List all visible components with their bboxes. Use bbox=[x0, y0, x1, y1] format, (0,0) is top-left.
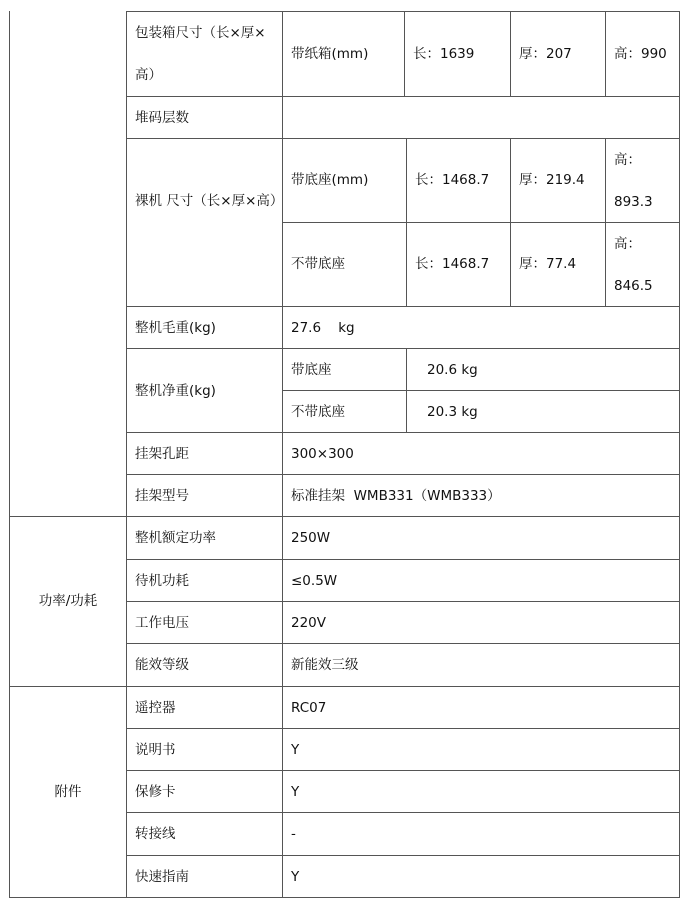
warranty-card-label: 保修卡 bbox=[135, 784, 176, 800]
packaging-length: 长：1639 bbox=[413, 46, 475, 62]
mount-model-value: 标准挂架 WMB331（WMB333） bbox=[291, 488, 501, 504]
voltage-value: 220V bbox=[291, 615, 327, 631]
table-border-right bbox=[679, 11, 680, 898]
bare-without-base-height: 高：846.5 bbox=[614, 236, 653, 294]
adapter-cable-value: - bbox=[291, 826, 296, 842]
net-with-base-value: 20.6 kg bbox=[427, 362, 478, 378]
standby-power-value: ≤0.5W bbox=[291, 573, 338, 589]
rated-power-value: 250W bbox=[291, 530, 331, 546]
net-without-base-value: 20.3 kg bbox=[427, 404, 478, 420]
hole-spacing-label: 挂架孔距 bbox=[135, 446, 189, 462]
mount-model-label: 挂架型号 bbox=[135, 488, 189, 504]
accessory-category: 附件 bbox=[54, 784, 82, 800]
energy-grade-label: 能效等级 bbox=[135, 657, 189, 673]
net-without-base-label: 不带底座 bbox=[291, 404, 345, 420]
bare-without-base-type: 不带底座 bbox=[291, 256, 345, 272]
bare-with-base-thickness: 厚：219.4 bbox=[519, 172, 585, 188]
power-category: 功率/功耗 bbox=[38, 593, 98, 609]
remote-label: 遥控器 bbox=[135, 700, 176, 716]
warranty-card-value: Y bbox=[291, 784, 300, 800]
quick-guide-value: Y bbox=[291, 869, 300, 885]
gross-weight-label: 整机毛重(kg) bbox=[135, 320, 216, 336]
manual-label: 说明书 bbox=[135, 742, 176, 758]
bare-with-base-height: 高：893.3 bbox=[614, 152, 653, 210]
net-weight-label: 整机净重(kg) bbox=[135, 383, 216, 399]
remote-value: RC07 bbox=[291, 700, 327, 716]
bare-without-base-length: 长：1468.7 bbox=[415, 256, 490, 272]
packaging-type: 带纸箱(mm) bbox=[291, 46, 369, 62]
hole-spacing-value: 300×300 bbox=[291, 446, 354, 462]
net-with-base-label: 带底座 bbox=[291, 362, 332, 378]
rated-power-label: 整机额定功率 bbox=[135, 530, 216, 546]
standby-power-label: 待机功耗 bbox=[135, 573, 189, 589]
energy-grade-value: 新能效三级 bbox=[291, 657, 359, 673]
packaging-size-label: 包装箱尺寸（长×厚×高） bbox=[135, 25, 266, 83]
stack-layers-label: 堆码层数 bbox=[135, 110, 189, 126]
bare-without-base-thickness: 厚：77.4 bbox=[519, 256, 577, 272]
packaging-thickness: 厚：207 bbox=[519, 46, 572, 62]
voltage-label: 工作电压 bbox=[135, 615, 189, 631]
adapter-cable-label: 转接线 bbox=[135, 826, 176, 842]
quick-guide-label: 快速指南 bbox=[135, 869, 189, 885]
bare-size-label: 裸机 尺寸（长×厚×高） bbox=[135, 193, 284, 209]
gross-weight-value: 27.6 kg bbox=[291, 320, 355, 336]
stack-layers-value bbox=[283, 97, 679, 138]
bare-with-base-length: 长：1468.7 bbox=[415, 172, 490, 188]
packaging-height: 高：990 bbox=[614, 46, 667, 62]
manual-value: Y bbox=[291, 742, 300, 758]
table-border-bottom bbox=[9, 897, 680, 898]
bare-with-base-type: 带底座(mm) bbox=[291, 172, 369, 188]
